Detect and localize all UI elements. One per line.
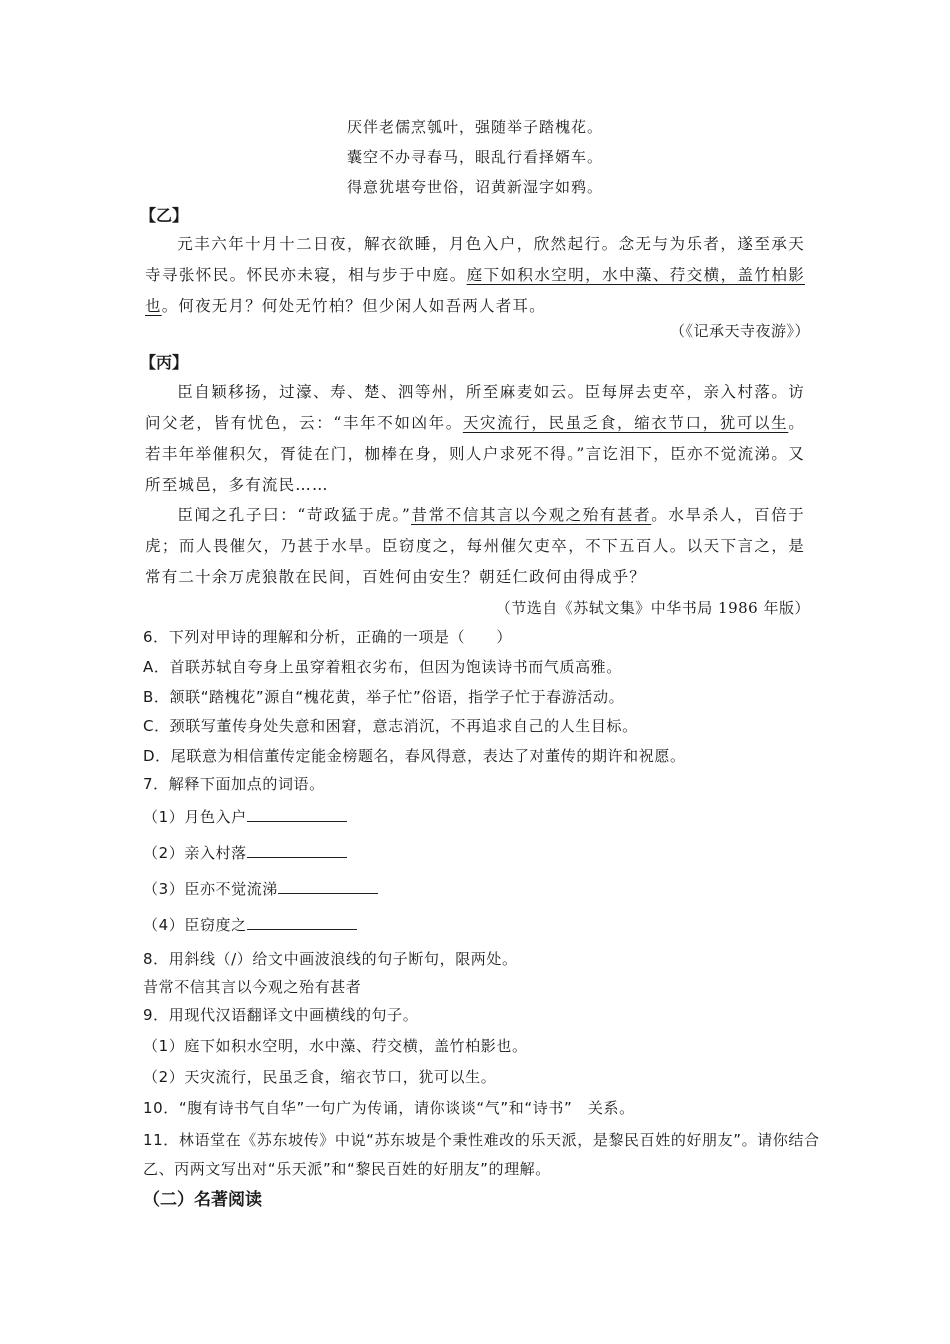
answer-blank-4[interactable] xyxy=(247,913,357,930)
question-7-item-2-label: （2）亲入村落 xyxy=(143,844,247,862)
question-7-item-4 xyxy=(143,913,357,935)
question-7-item-2 xyxy=(143,841,347,863)
passage-yi-text xyxy=(145,229,805,322)
passage-bing-p1 xyxy=(145,377,805,501)
passage-bing-p2-b: 。水旱杀人，百倍于虎；而人畏催欠，乃甚于水旱。臣窃度之，每州催欠吏卒，不下五百人。以天下言之，是常有二十余万虎狼散在民间，百姓何由安生？朝廷仁政何由得成乎？ xyxy=(145,506,805,586)
passage-bing-p1-a: 臣自颖移扬，过濠、寿、楚、泗等州，所至麻麦如云。臣每屏去吏卒，亲入村落。访问父老，皆有忧色，云：“丰年不如凶年。 xyxy=(145,383,805,432)
question-9-item-2: （2）天灾流行，民虽乏食，缩衣节口，犹可以生。 xyxy=(143,1068,497,1086)
question-7-item-3-label: （3）臣亦不觉流涕 xyxy=(143,880,278,898)
passage-bing-p2-wavy: 昔常不信其言以今观之殆有甚者 xyxy=(411,506,652,524)
passage-yi-text-2: 。何夜无月？何处无竹柏？但少闲人如吾两人者耳。 xyxy=(161,297,546,315)
answer-blank-2[interactable] xyxy=(247,841,347,858)
question-11: 11．林语堂在《苏东坡传》中说“苏东坡是个秉性难改的乐天派，是黎民百姓的好朋友”。请你结合乙、丙两文写出对“乐天派”和“黎民百姓的好朋友”的理解。 xyxy=(143,1131,820,1178)
question-7-item-1-label: （1）月色入户 xyxy=(143,808,247,826)
question-9-item-1: （1）庭下如积水空明，水中藻、荇交横，盖竹柏影也。 xyxy=(143,1037,528,1055)
passage-bing-source: （节选自《苏轼文集》中华书局 1986 年版） xyxy=(495,599,810,617)
poem-line-1: 厌伴老儒烹瓠叶，强随举子踏槐花。 xyxy=(346,118,603,136)
question-6-option-a: A．首联苏轼自夸身上虽穿着粗衣劣布，但因为饱读诗书而气质高雅。 xyxy=(143,658,622,676)
question-6-option-d: D．尾联意为相信董传定能金榜题名，春风得意，表达了对董传的期许和祝愿。 xyxy=(143,747,686,765)
section-title: （二）名著阅读 xyxy=(143,1190,262,1210)
poem-line-3: 得意犹堪夸世俗，诏黄新湿字如鸦。 xyxy=(346,178,603,196)
heading-yi: 【乙】 xyxy=(140,206,189,225)
question-10: 10．“腹有诗书气自华”一句广为传诵，请你谈谈“气”和“诗书” 关系。 xyxy=(143,1099,635,1117)
passage-yi-underlined: 庭下如积水空明，水中藻、荇交横，盖竹柏影也 xyxy=(145,266,805,315)
question-8-sentence: 昔常不信其言以今观之殆有甚者 xyxy=(143,978,362,996)
poem-line-2: 囊空不办寻春马，眼乱行看择婿车。 xyxy=(346,148,603,166)
question-7-item-1 xyxy=(143,805,347,827)
question-6: 6．下列对甲诗的理解和分析，正确的一项是（ ） xyxy=(143,628,512,646)
heading-bing: 【丙】 xyxy=(140,353,189,372)
question-7: 7．解释下面加点的词语。 xyxy=(143,775,325,793)
question-8: 8．用斜线（/）给文中画波浪线的句子断句，限两处。 xyxy=(143,950,518,968)
passage-yi-text-1: 元丰六年十月十二日夜，解衣欲睡，月色入户，欣然起行。念无与为乐者，遂至承天寺寻张怀民。怀民亦未寝，相与步于中庭。 xyxy=(145,235,805,284)
question-9: 9．用现代汉语翻译文中画横线的句子。 xyxy=(143,1006,419,1024)
passage-yi-source: （《记承天寺夜游》） xyxy=(669,322,810,340)
answer-blank-3[interactable] xyxy=(278,877,378,894)
passage-bing-p2-a: 臣闻之孔子曰：“苛政猛于虎。” xyxy=(177,506,412,524)
passage-bing-p1-underlined: 天灾流行，民虽乏食，缩衣节口，犹可以生 xyxy=(462,414,789,432)
passage-bing-p1-b: 。若丰年举催积欠，胥徒在门，枷棒在身，则人户求死不得。”言讫泪下，臣亦不觉流涕。又所至城邑，多有流民…… xyxy=(145,414,805,494)
question-6-option-c: C．颈联写董传身处失意和困窘，意志消沉，不再追求自己的人生目标。 xyxy=(143,717,638,735)
passage-bing-p2 xyxy=(145,500,805,593)
question-7-item-4-label: （4）臣窃度之 xyxy=(143,916,247,934)
question-7-item-3 xyxy=(143,877,378,899)
answer-blank-1[interactable] xyxy=(247,805,347,822)
question-6-option-b: B．颔联“踏槐花”源自“槐花黄，举子忙”俗语，指学子忙于春游活动。 xyxy=(143,688,625,706)
